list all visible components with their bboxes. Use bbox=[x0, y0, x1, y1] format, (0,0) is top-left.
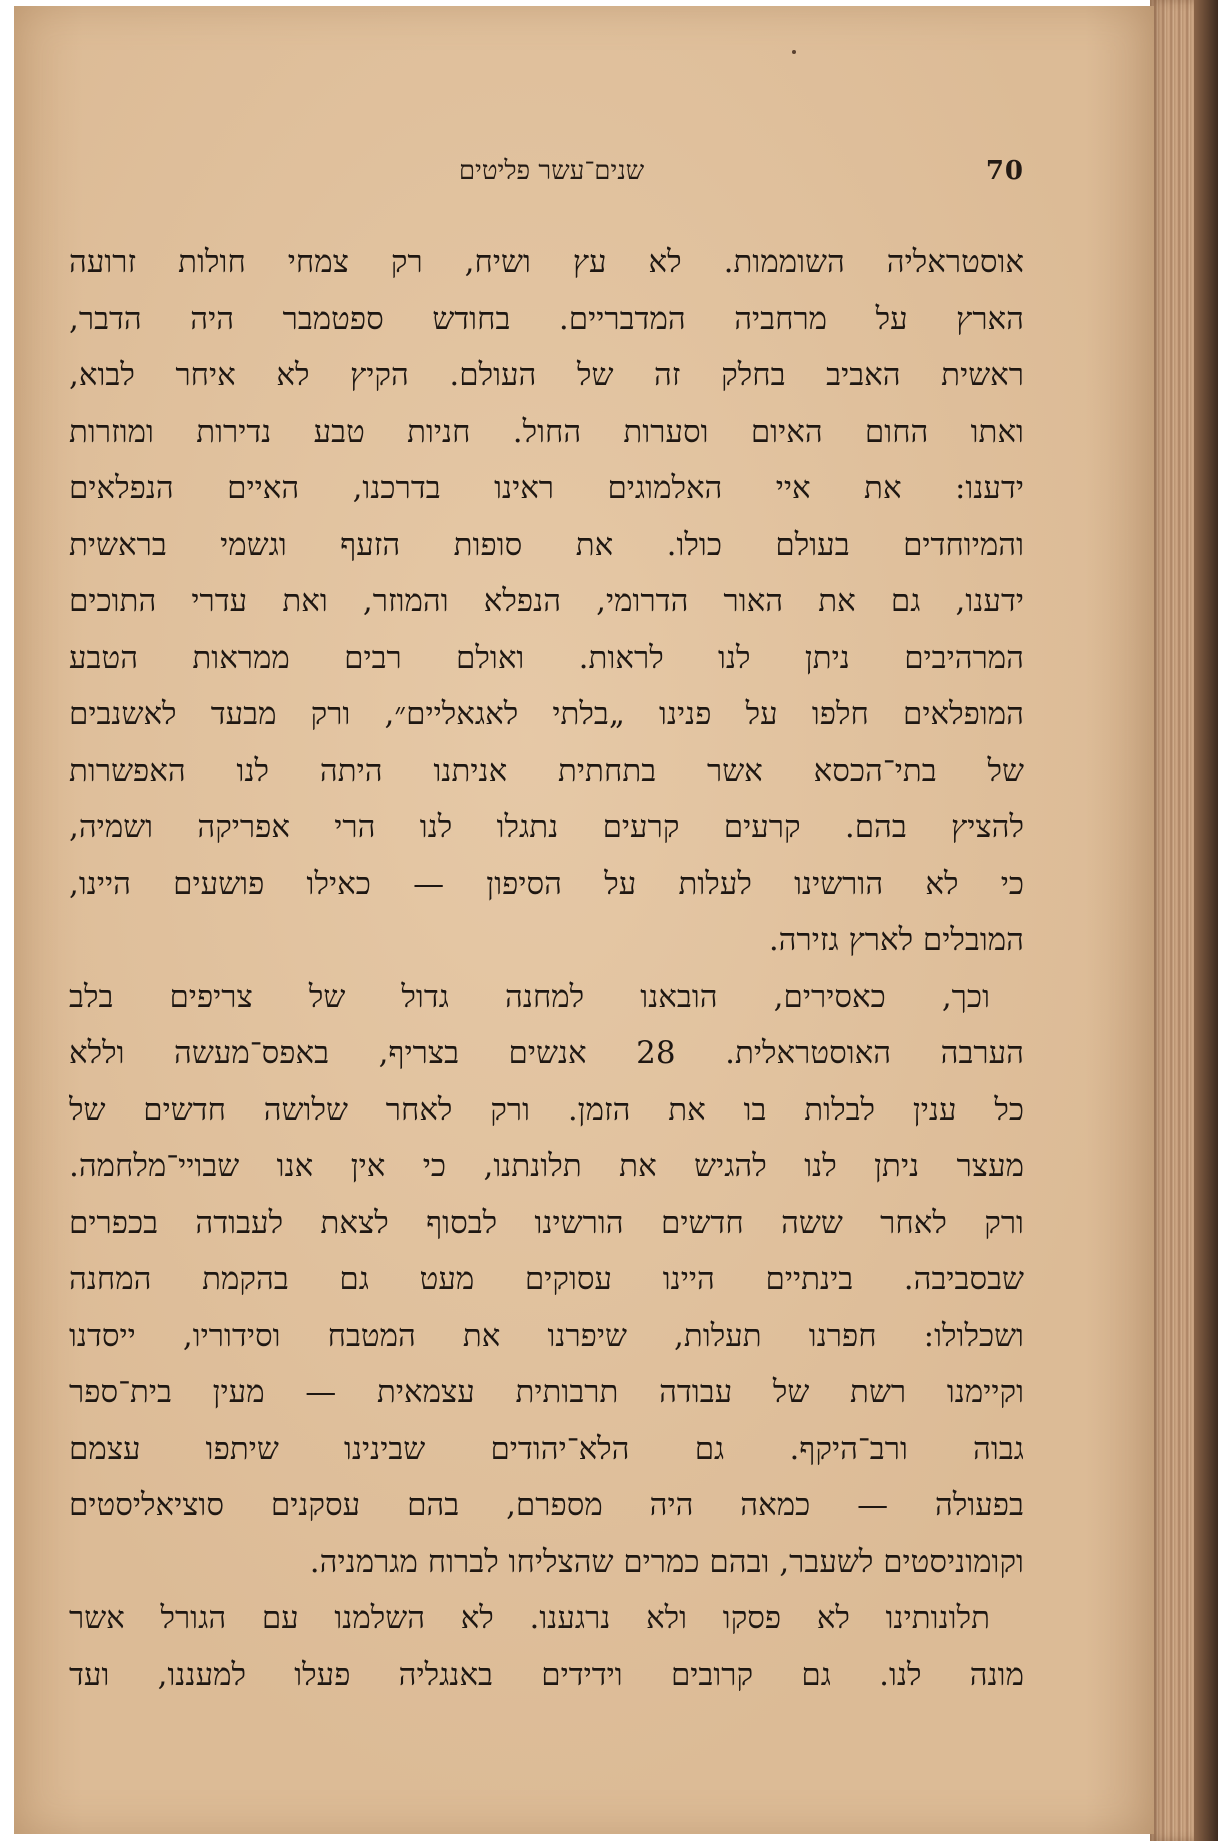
text-line: מונה לנו. גם קרובים וידידים באנגליה פעלו למעננו, ועד bbox=[69, 1656, 1024, 1693]
text-line: ידענו: את איי האלמוגים ראינו בדרכנו, האיים הנפלאים bbox=[69, 470, 1024, 506]
page-header bbox=[79, 156, 1024, 202]
text-line: הארץ על מרחביה המדבריים. בחודש ספטמבר היה הדבר, bbox=[69, 300, 1024, 337]
paragraph-1 bbox=[69, 234, 1024, 969]
text-line: וקיימנו רשת של עבודה תרבותית עצמאית — מעין בית־ספר bbox=[69, 1374, 1024, 1410]
text-line: והמיוחדים בעולם כולו. את סופות הזעף וגשמי בראשית bbox=[69, 526, 1024, 563]
text-line: ורק לאחר ששה חדשים הורשינו לבסוף לצאת לעבודה בכפרים bbox=[69, 1204, 1024, 1241]
text-line: וקומוניסטים לשעבר, ובהם כמרים שהצליחו לברוח מגרמניה. bbox=[309, 1543, 1024, 1580]
paragraph-2 bbox=[69, 969, 1024, 1591]
text-line: גבוה ורב־היקף. גם הלא־יהודים שבינינו שיתפו עצמם bbox=[69, 1430, 1024, 1467]
text-line: כי לא הורשינו לעלות על הסיפון — כאילו פושעים היינו, bbox=[69, 865, 1024, 902]
text-line: להציץ בהם. קרעים קרעים נתגלו לנו הרי אפריקה ושמיה, bbox=[69, 809, 1024, 845]
text-line: המופלאים חלפו על פנינו „בלתי לאגאליים״, ורק מבעד לאשנבים bbox=[69, 696, 1024, 732]
paragraph-3 bbox=[69, 1590, 1024, 1703]
text-line: תלונותינו לא פסקו ולא נרגענו. לא השלמנו עם הגורל אשר bbox=[69, 1600, 990, 1636]
text-line: ואתו החום האיום וסערות החול. חניות טבע נדירות ומוזרות bbox=[69, 413, 1024, 450]
text-line: כל ענין לבלות בו את הזמן. ורק לאחר שלושה חדשים של bbox=[69, 1091, 1024, 1128]
text-line: ושכלולו: חפרנו תעלות, שיפרנו את המטבח וסידוריו, ייסדנו bbox=[69, 1317, 1024, 1354]
text-line: של בתי־הכסא אשר בתחתית אניתנו היתה לנו האפשרות bbox=[69, 752, 1024, 789]
text-line: המרהיבים ניתן לנו לראות. ואולם רבים ממראות הטבע bbox=[69, 639, 1024, 676]
text-line: המובלים לארץ גזירה. bbox=[768, 922, 1024, 958]
ink-speck bbox=[792, 50, 796, 54]
book-page-edges bbox=[1150, 0, 1218, 1841]
text-line: מעצר ניתן לנו להגיש את תלונתנו, כי אין אנו שבויי־מלחמה. bbox=[69, 1148, 1024, 1184]
text-line: הערבה האוסטראלית. 28 אנשים בצריף, באפס־מעשה וללא bbox=[69, 1035, 1024, 1071]
book-page bbox=[14, 6, 1154, 1834]
text-line: ידענו, גם את האור הדרומי, הנפלא והמוזר, ואת עדרי התוכים bbox=[69, 583, 1024, 619]
text-line: בפעולה — כמאה היה מספרם, בהם עסקנים סוציאליסטים bbox=[69, 1487, 1024, 1523]
page-number: 70 bbox=[985, 156, 1024, 186]
text-line: וכך, כאסירים, הובאנו למחנה גדול של צריפים בלב bbox=[69, 978, 990, 1015]
text-line: אוסטראליה השוממות. לא עץ ושיח, רק צמחי חולות זרועה bbox=[69, 244, 1024, 280]
text-line: ראשית האביב בחלק זה של העולם. הקיץ לא איחר לבוא, bbox=[69, 357, 1024, 393]
body-text bbox=[69, 234, 1024, 1703]
text-line: שבסביבה. בינתיים היינו עסוקים מעט גם בהקמת המחנה bbox=[69, 1261, 1024, 1297]
running-head: שנים־עשר פליטים bbox=[458, 156, 645, 186]
